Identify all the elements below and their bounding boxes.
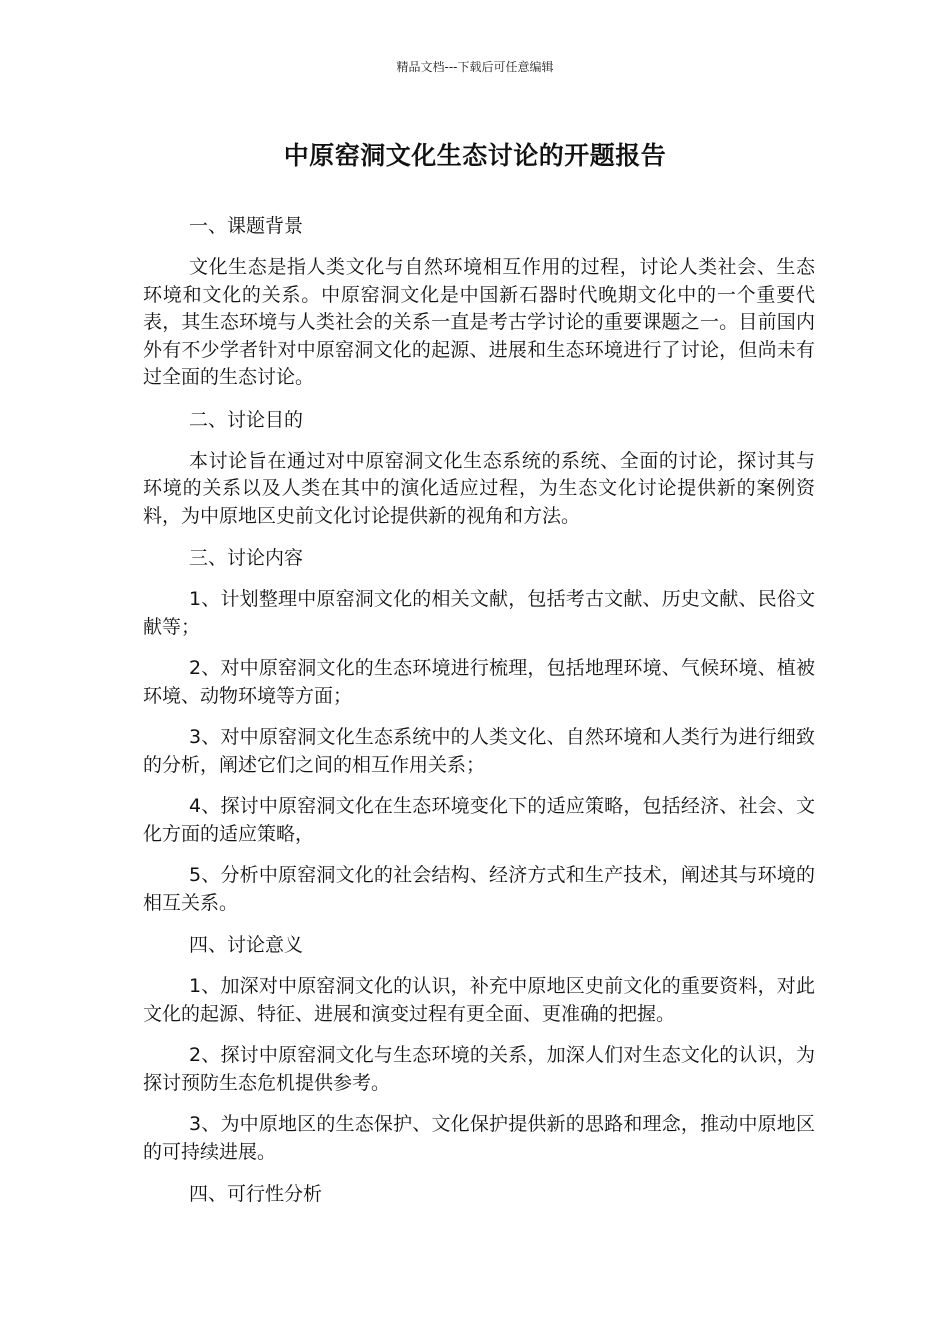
purpose-paragraph: 本讨论旨在通过对中原窑洞文化生态系统的系统、全面的讨论，探讨其与环境的关系以及人类在其中的演化适应过程，为生态文化讨论提供新的案例资料，为中原地区史前文化讨论提供新的视角和方法。 [143,449,815,527]
document-title: 中原窑洞文化生态讨论的开题报告 [283,141,667,170]
significance-item-3: 3、为中原地区的生态保护、文化保护提供新的思路和理念，推动中原地区的可持续进展。 [143,1113,815,1163]
section-heading-significance: 四、讨论意义 [189,934,304,956]
content-item-4: 4、探讨中原窑洞文化在生态环境变化下的适应策略，包括经济、社会、文化方面的适应策略， [143,795,815,845]
page-header-note: 精品文档---下载后可任意编辑 [396,60,554,74]
content-item-1: 1、计划整理中原窑洞文化的相关文献，包括考古文献、历史文献、民俗文献等； [143,588,815,638]
section-heading-content: 三、讨论内容 [189,547,304,569]
section-heading-background: 一、课题背景 [189,215,304,237]
significance-item-2: 2、探讨中原窑洞文化与生态环境的关系，加深人们对生态文化的认识，为探讨预防生态危机提供参考。 [143,1044,815,1094]
content-item-5: 5、分析中原窑洞文化的社会结构、经济方式和生产技术，阐述其与环境的相互关系。 [143,864,815,914]
section-heading-feasibility: 四、可行性分析 [189,1183,323,1205]
content-item-3: 3、对中原窑洞文化生态系统中的人类文化、自然环境和人类行为进行细致的分析，阐述它们之间的相互作用关系； [143,726,815,776]
content-item-2: 2、对中原窑洞文化的生态环境进行梳理，包括地理环境、气候环境、植被环境、动物环境等方面； [143,657,815,707]
significance-item-1: 1、加深对中原窑洞文化的认识，补充中原地区史前文化的重要资料，对此文化的起源、特征、进展和演变过程有更全面、更准确的把握。 [143,975,815,1025]
section-heading-purpose: 二、讨论目的 [189,408,304,431]
document-body [143,212,815,1222]
background-paragraph: 文化生态是指人类文化与自然环境相互作用的过程，讨论人类社会、生态环境和文化的关系。中原窑洞文化是中国新石器时代晚期文化中的一个重要代表，其生态环境与人类社会的关系一直是考古学讨论的重要课题之一。目前国内外有不少学者针对中原窑洞文化的起源、进展和生态环境进行了讨论，但尚未有过全面的生态讨论。 [143,256,815,388]
